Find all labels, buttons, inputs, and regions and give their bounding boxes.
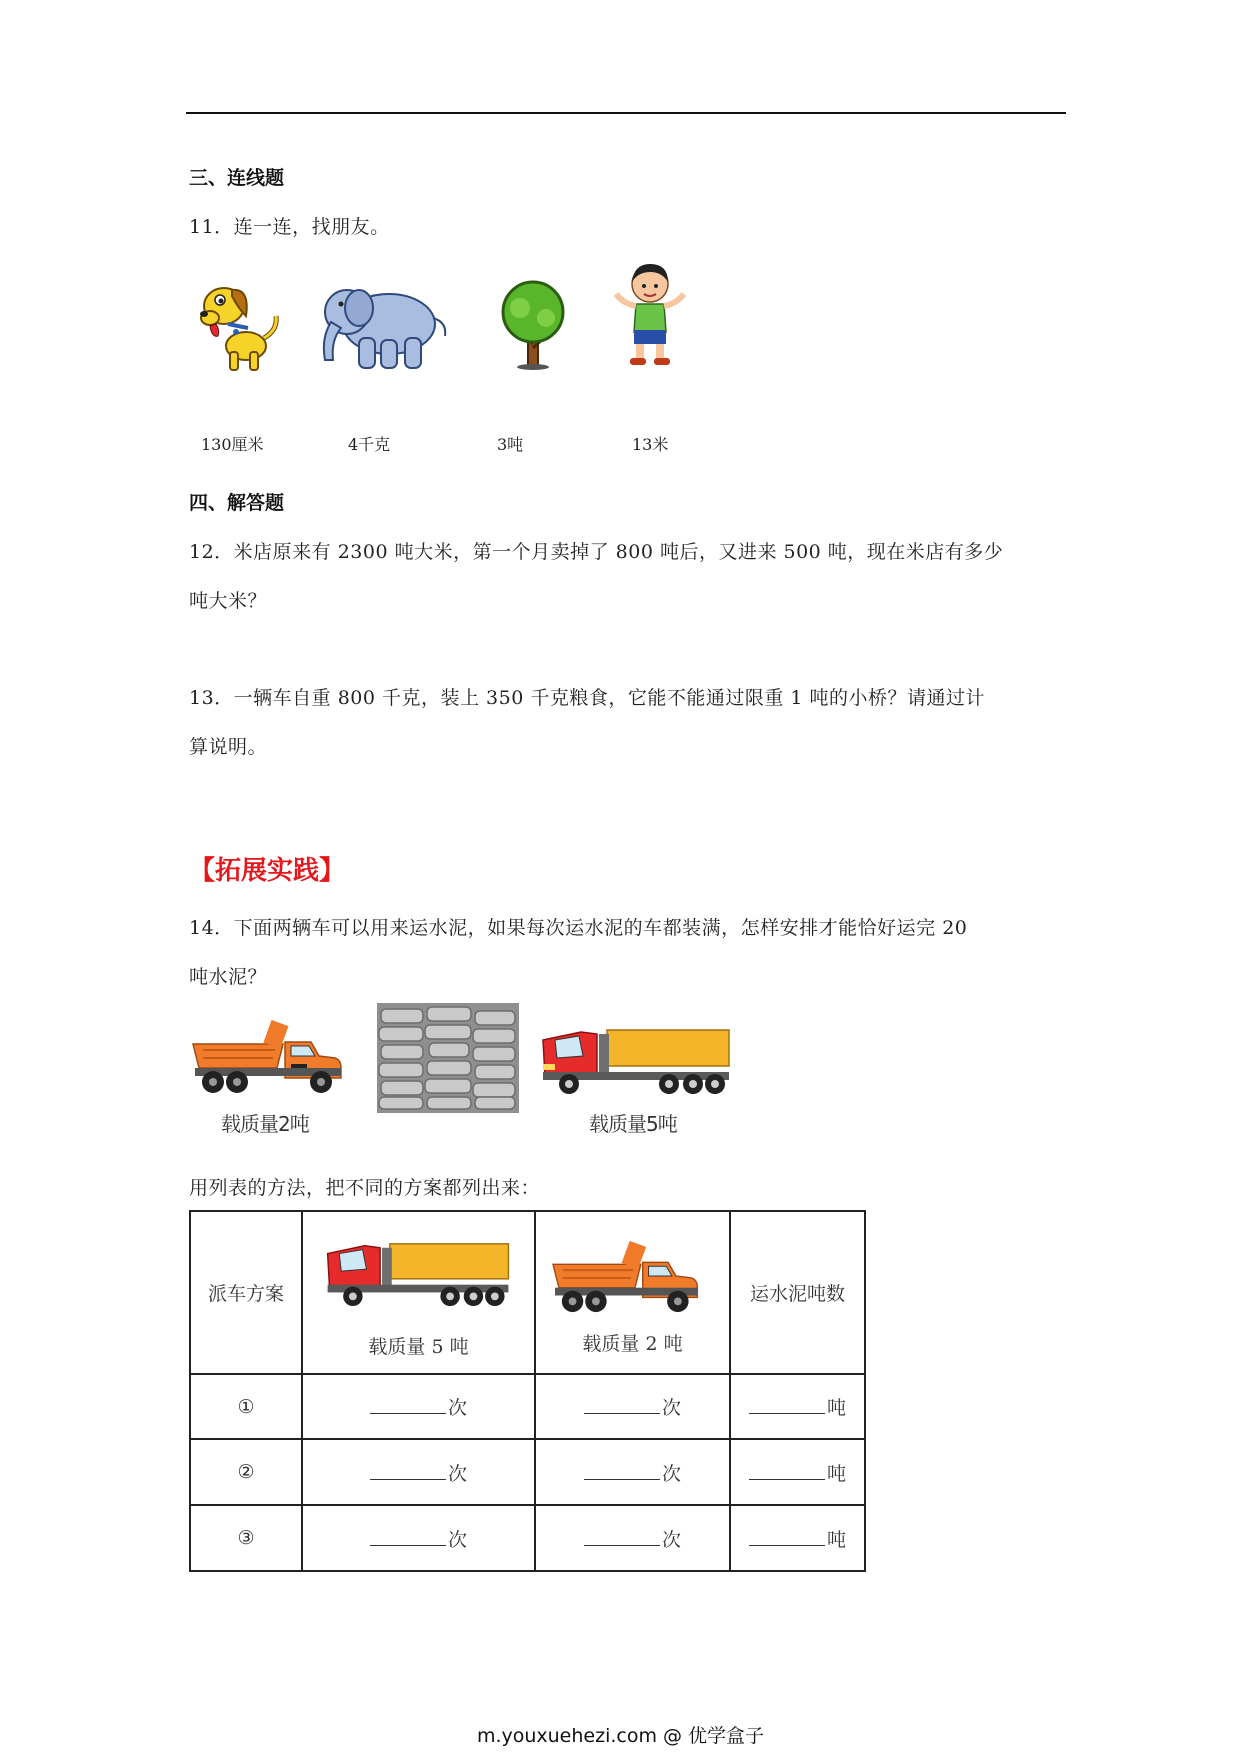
row-label: ① xyxy=(190,1374,302,1439)
dog-image[interactable] xyxy=(198,272,284,372)
table-row xyxy=(190,1439,865,1505)
section-3-title: 三、连线题 xyxy=(189,167,285,189)
question-13-line-2: 算说明。 xyxy=(189,736,268,758)
match-label-2[interactable]: 4千克 xyxy=(348,435,391,454)
answer-blank[interactable] xyxy=(584,1395,660,1414)
table-row xyxy=(190,1374,865,1439)
match-label-3[interactable]: 3吨 xyxy=(497,435,524,454)
extension-title: 【拓展实践】 xyxy=(189,856,346,886)
cell-total-tons[interactable]: 吨 xyxy=(730,1439,865,1505)
boy-image[interactable] xyxy=(606,260,692,370)
question-13-line-1: 13．一辆车自重 800 千克，装上 350 千克粮食，它能不能通过限重 1 吨的小桥？请通过计 xyxy=(189,687,986,709)
match-label-1[interactable]: 130厘米 xyxy=(201,435,264,454)
cell-truck5-count[interactable]: 次 xyxy=(302,1374,535,1439)
cell-total-tons[interactable]: 吨 xyxy=(730,1374,865,1439)
dump-truck-2t-image xyxy=(191,1016,359,1096)
header-truck-2t xyxy=(535,1211,730,1374)
truck-5t-caption: 载质量5吨 xyxy=(589,1112,677,1136)
header-truck-5t-label: 载质量 5 吨 xyxy=(368,1336,469,1358)
answer-blank[interactable] xyxy=(370,1395,446,1414)
answer-blank[interactable] xyxy=(749,1527,825,1546)
answer-blank[interactable] xyxy=(370,1461,446,1480)
header-total: 运水泥吨数 xyxy=(730,1211,865,1374)
plan-table xyxy=(189,1210,866,1572)
question-12-line-2: 吨大米？ xyxy=(189,590,268,612)
cell-truck2-count[interactable]: 次 xyxy=(535,1505,730,1571)
truck-2t-icon xyxy=(549,1237,717,1315)
table-header-row xyxy=(190,1211,865,1374)
table-instruction: 用列表的方法，把不同的方案都列出来： xyxy=(189,1177,541,1199)
tree-image[interactable] xyxy=(490,278,576,370)
answer-blank[interactable] xyxy=(749,1461,825,1480)
cell-truck5-count[interactable]: 次 xyxy=(302,1439,535,1505)
cell-truck5-count[interactable]: 次 xyxy=(302,1505,535,1571)
question-11: 11．连一连，找朋友。 xyxy=(189,216,390,238)
header-plan: 派车方案 xyxy=(190,1211,302,1374)
question-14-line-2: 吨水泥？ xyxy=(189,966,268,988)
truck-5t-icon xyxy=(323,1238,515,1308)
cell-truck2-count[interactable]: 次 xyxy=(535,1374,730,1439)
elephant-image[interactable] xyxy=(313,278,453,373)
question-14-line-1: 14．下面两辆车可以用来运水泥，如果每次运水泥的车都装满，怎样安排才能恰好运完 20 xyxy=(189,917,968,939)
table-row xyxy=(190,1505,865,1571)
row-label: ③ xyxy=(190,1505,302,1571)
row-label: ② xyxy=(190,1439,302,1505)
answer-blank[interactable] xyxy=(370,1527,446,1546)
header-truck-5t xyxy=(302,1211,535,1374)
footer-text[interactable]: m.youxuehezi.com @ 优学盒子 xyxy=(476,1725,765,1747)
header-rule xyxy=(186,112,1066,114)
answer-blank[interactable] xyxy=(584,1527,660,1546)
truck-2t-caption: 载质量2吨 xyxy=(221,1112,309,1136)
cement-bags-image xyxy=(377,1003,519,1113)
match-label-4[interactable]: 13米 xyxy=(632,435,669,454)
cell-total-tons[interactable]: 吨 xyxy=(730,1505,865,1571)
answer-blank[interactable] xyxy=(749,1395,825,1414)
section-4-title: 四、解答题 xyxy=(189,492,285,514)
answer-blank[interactable] xyxy=(584,1461,660,1480)
header-truck-2t-label: 载质量 2 吨 xyxy=(582,1333,683,1355)
cell-truck2-count[interactable]: 次 xyxy=(535,1439,730,1505)
truck-5t-image xyxy=(541,1024,733,1096)
question-12-line-1: 12．米店原来有 2300 吨大米，第一个月卖掉了 800 吨后，又进来 500 吨，现在米店有多少 xyxy=(189,541,1004,563)
